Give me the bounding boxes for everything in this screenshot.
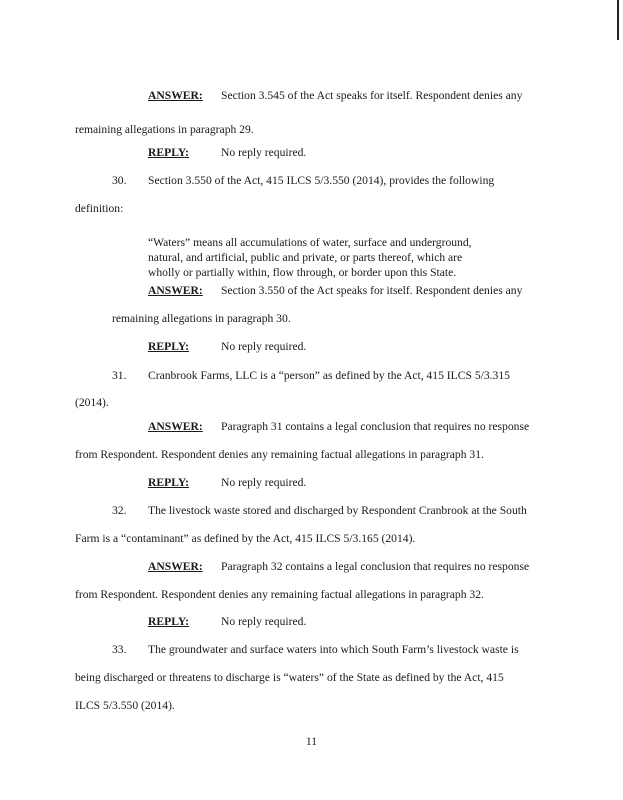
paragraph-text: Section 3.550 of the Act, 415 ILCS 5/3.550 (2014), provides the following <box>148 174 495 187</box>
paragraph-text: ILCS 5/3.550 (2014). <box>75 699 175 712</box>
page-number: 11 <box>305 735 318 748</box>
block-quote-line: “Waters” means all accumulations of water, surface and underground, <box>148 236 472 249</box>
reply-label: REPLY: <box>148 340 190 353</box>
answer-text: Paragraph 31 contains a legal conclusion that requires no response <box>221 420 530 433</box>
answer-text: remaining allegations in paragraph 30. <box>112 312 291 325</box>
paragraph-text: Cranbrook Farms, LLC is a “person” as defined by the Act, 415 ILCS 5/3.315 <box>148 369 510 382</box>
paragraph-number: 31. <box>112 369 127 382</box>
answer-text: Section 3.550 of the Act speaks for itself. Respondent denies any <box>221 284 523 297</box>
paragraph-number: 30. <box>112 174 127 187</box>
paragraph-text: definition: <box>75 202 124 215</box>
paragraph-number: 33. <box>112 643 127 656</box>
answer-text: Paragraph 32 contains a legal conclusion that requires no response <box>221 560 530 573</box>
answer-text: from Respondent. Respondent denies any remaining factual allegations in paragraph 32. <box>75 588 484 601</box>
answer-label: ANSWER: <box>148 284 203 297</box>
scan-edge-mark <box>617 0 619 40</box>
reply-label: REPLY: <box>148 615 190 628</box>
block-quote-line: natural, and artificial, public and private, or parts thereof, which are <box>148 251 463 264</box>
paragraph-text: The livestock waste stored and discharged by Respondent Cranbrook at the South <box>148 504 527 517</box>
paragraph-text: Farm is a “contaminant” as defined by the Act, 415 ILCS 5/3.165 (2014). <box>75 532 416 545</box>
answer-label: ANSWER: <box>148 89 203 102</box>
reply-text: No reply required. <box>221 340 307 353</box>
reply-text: No reply required. <box>221 146 307 159</box>
reply-label: REPLY: <box>148 146 190 159</box>
paragraph-text: The groundwater and surface waters into which South Farm’s livestock waste is <box>148 643 519 656</box>
reply-label: REPLY: <box>148 476 190 489</box>
answer-text: remaining allegations in paragraph 29. <box>75 123 254 136</box>
paragraph-text: (2014). <box>75 396 109 409</box>
block-quote-line: wholly or partially within, flow through, or border upon this State. <box>148 266 457 279</box>
answer-text: from Respondent. Respondent denies any remaining factual allegations in paragraph 31. <box>75 448 484 461</box>
answer-label: ANSWER: <box>148 420 203 433</box>
reply-text: No reply required. <box>221 615 307 628</box>
paragraph-text: being discharged or threatens to discharge is “waters” of the State as defined by the Act, 415 <box>75 671 504 684</box>
reply-text: No reply required. <box>221 476 307 489</box>
answer-label: ANSWER: <box>148 560 203 573</box>
answer-text: Section 3.545 of the Act speaks for itself. Respondent denies any <box>221 89 523 102</box>
paragraph-number: 32. <box>112 504 127 517</box>
